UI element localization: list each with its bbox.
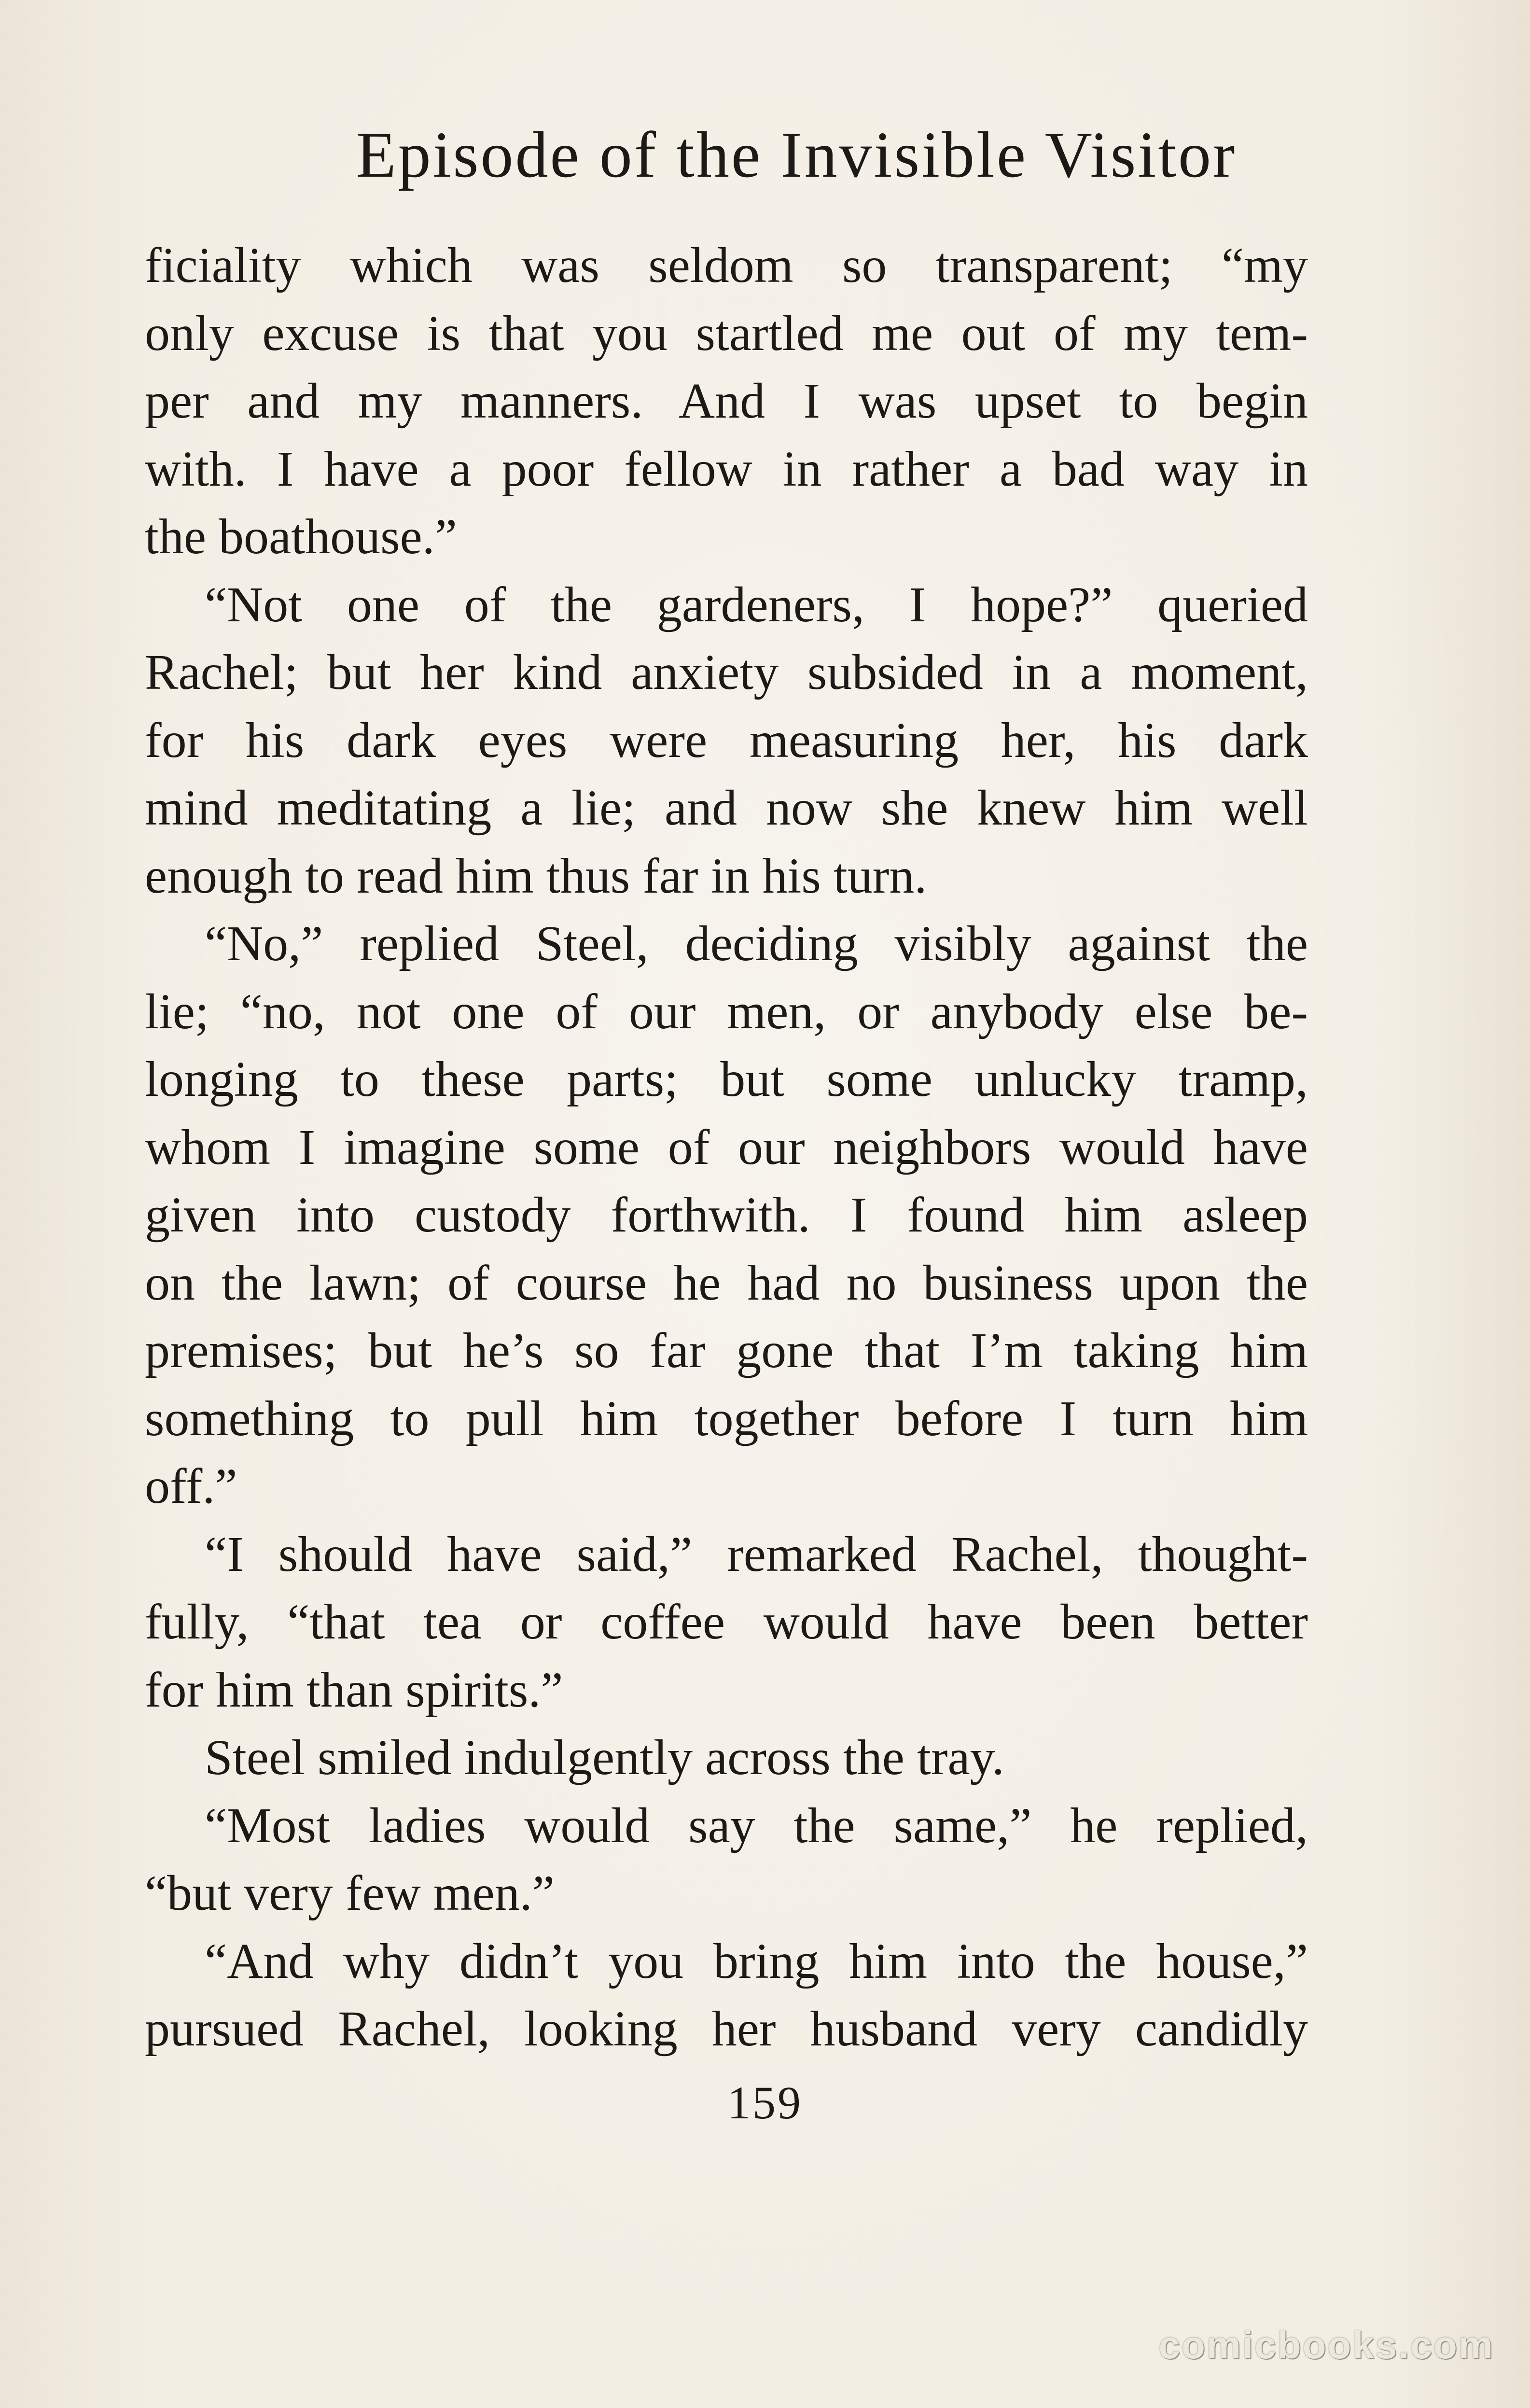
text-line: “but very few men.” <box>145 1865 555 1921</box>
text-line: longing to these parts; but some unlucky tramp, <box>145 1051 1308 1107</box>
text-line: premises; but he’s so far gone that I’m taking him <box>145 1323 1308 1378</box>
text-line: only excuse is that you startled me out of my tem- <box>145 305 1308 361</box>
text-line: lie; “no, not one of our men, or anybody else be- <box>145 983 1308 1039</box>
text-line: per and my manners. And I was upset to begin <box>145 373 1308 429</box>
page-number: 159 <box>727 2077 803 2128</box>
text-line: “I should have said,” remarked Rachel, thought- <box>205 1526 1308 1582</box>
text-line: fully, “that tea or coffee would have been better <box>145 1594 1308 1650</box>
text-line: Steel smiled indulgently across the tray. <box>205 1730 1004 1785</box>
text-line: whom I imagine some of our neighbors would have <box>145 1119 1308 1175</box>
text-line: pursued Rachel, looking her husband very candidly <box>145 2001 1308 2057</box>
text-line: off.” <box>145 1458 237 1514</box>
text-line: ficiality which was seldom so transparent; “my <box>145 238 1308 293</box>
text-line: for him than spirits.” <box>145 1662 563 1718</box>
text-line: for his dark eyes were measuring her, his dark <box>145 712 1308 768</box>
text-line: Rachel; but her kind anxiety subsided in a moment, <box>145 644 1308 700</box>
text-line: given into custody forthwith. I found him asleep <box>145 1187 1308 1243</box>
text-line: mind meditating a lie; and now she knew him well <box>145 780 1308 836</box>
running-head: Episode of the Invisible Visitor <box>356 119 1237 191</box>
watermark: comicbooks.com <box>1158 2324 1494 2366</box>
text-line: “Not one of the gardeners, I hope?” queried <box>205 576 1308 632</box>
text-line: on the lawn; of course he had no business upon the <box>145 1255 1308 1311</box>
text-line: something to pull him together before I turn him <box>145 1390 1308 1446</box>
text-line: with. I have a poor fellow in rather a bad way in <box>145 441 1308 497</box>
body-text <box>145 232 1308 2063</box>
text-line: “And why didn’t you bring him into the house,” <box>205 1933 1308 1989</box>
text-line: enough to read him thus far in his turn. <box>145 848 927 904</box>
text-line: “No,” replied Steel, deciding visibly against the <box>205 916 1308 971</box>
text-line: the boathouse.” <box>145 509 457 564</box>
text-line: “Most ladies would say the same,” he replied, <box>205 1797 1308 1853</box>
